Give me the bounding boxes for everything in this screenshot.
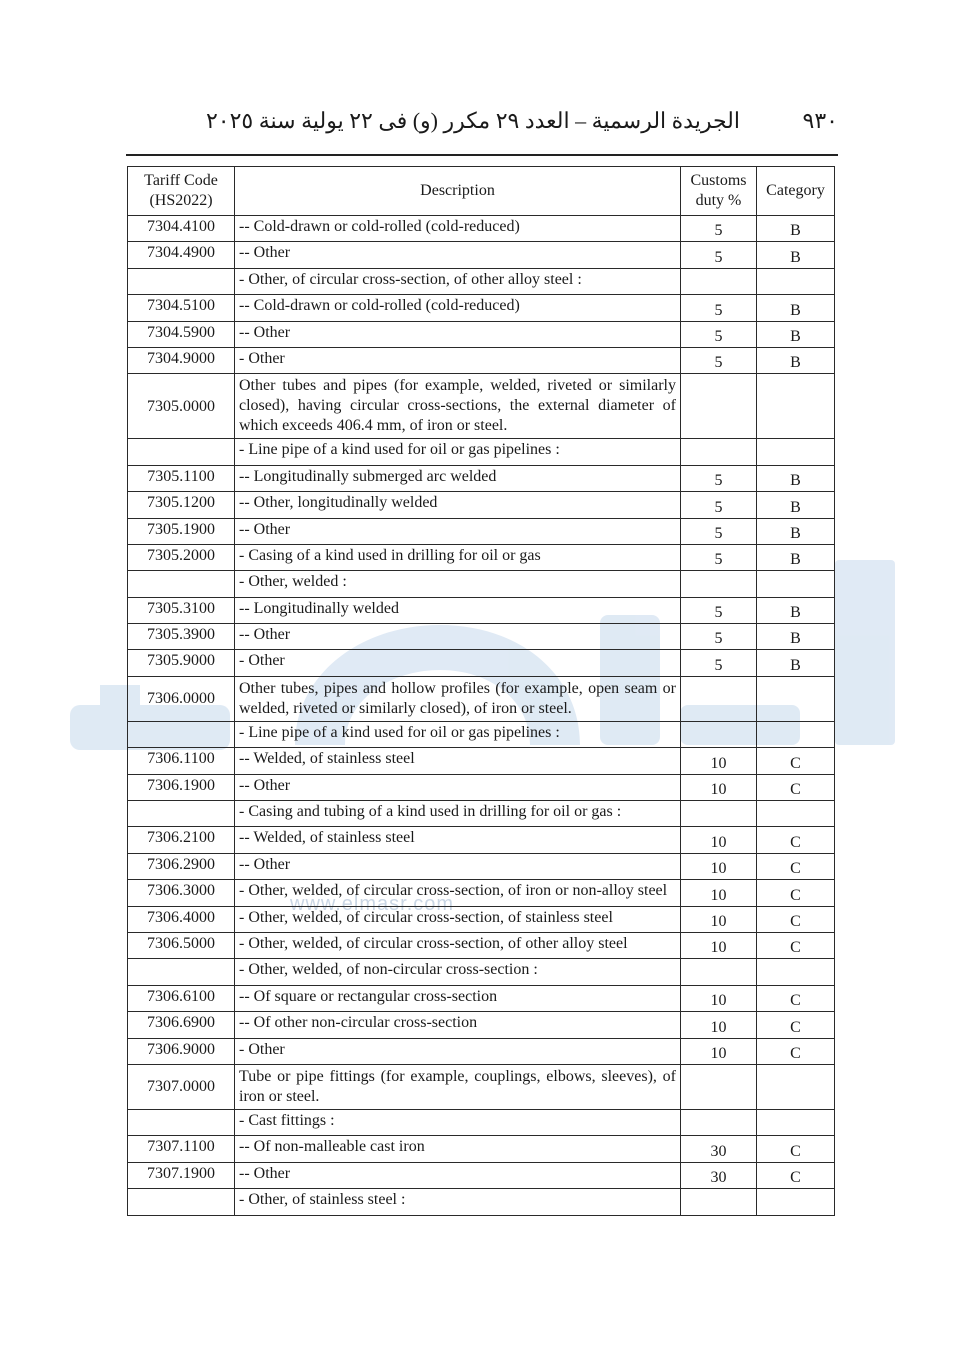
table-row	[128, 1109, 835, 1135]
customs-duty-cell: 10	[681, 1012, 757, 1038]
table-row	[128, 827, 835, 853]
customs-duty-cell: 10	[681, 1038, 757, 1064]
table-row	[128, 439, 835, 465]
description-cell: Other tubes, pipes and hollow profiles (for example, open seam or welded, riveted or similarly closed), of iron or steel.	[235, 676, 681, 721]
customs-duty-cell: 5	[681, 650, 757, 676]
description-cell: -- Other	[235, 242, 681, 268]
customs-duty-cell: 10	[681, 932, 757, 958]
customs-duty-cell: 5	[681, 624, 757, 650]
table-row	[128, 932, 835, 958]
tariff-code-cell	[128, 959, 235, 985]
description-cell: -- Longitudinally welded	[235, 597, 681, 623]
customs-duty-cell	[681, 571, 757, 597]
customs-duty-cell	[681, 374, 757, 439]
page-header	[128, 104, 838, 140]
tariff-code-cell: 7304.5100	[128, 295, 235, 321]
customs-duty-cell: 10	[681, 853, 757, 879]
description-cell: - Other	[235, 1038, 681, 1064]
description-cell: -- Other	[235, 774, 681, 800]
tariff-code-cell: 7304.5900	[128, 321, 235, 347]
table-row	[128, 295, 835, 321]
customs-duty-cell: 5	[681, 465, 757, 491]
tariff-code-cell: 7306.9000	[128, 1038, 235, 1064]
description-cell: -- Of square or rectangular cross-section	[235, 985, 681, 1011]
category-cell	[757, 1064, 835, 1109]
customs-duty-cell	[681, 801, 757, 827]
description-cell: -- Welded, of stainless steel	[235, 748, 681, 774]
table-row	[128, 492, 835, 518]
category-cell: C	[757, 932, 835, 958]
table-row	[128, 853, 835, 879]
customs-duty-cell: 5	[681, 544, 757, 570]
customs-duty-cell	[681, 1064, 757, 1109]
watermark-url: www.elmasr.com	[290, 893, 455, 915]
customs-duty-cell	[681, 268, 757, 294]
table-row	[128, 774, 835, 800]
description-cell: -- Welded, of stainless steel	[235, 827, 681, 853]
category-cell: C	[757, 853, 835, 879]
category-cell: B	[757, 321, 835, 347]
category-cell	[757, 1109, 835, 1135]
category-cell: B	[757, 465, 835, 491]
customs-duty-cell: 30	[681, 1136, 757, 1162]
description-cell: - Line pipe of a kind used for oil or gas pipelines :	[235, 721, 681, 747]
description-cell: -- Cold-drawn or cold-rolled (cold-reduced)	[235, 295, 681, 321]
tariff-code-cell: 7305.3100	[128, 597, 235, 623]
tariff-code-cell: 7305.0000	[128, 374, 235, 439]
category-cell: B	[757, 544, 835, 570]
tariff-code-cell: 7306.6100	[128, 985, 235, 1011]
category-cell	[757, 801, 835, 827]
table-row	[128, 465, 835, 491]
tariff-code-cell: 7306.1100	[128, 748, 235, 774]
category-cell: B	[757, 295, 835, 321]
table-row	[128, 624, 835, 650]
tariff-code-cell: 7305.1100	[128, 465, 235, 491]
description-cell: -- Of other non-circular cross-section	[235, 1012, 681, 1038]
table-row	[128, 1136, 835, 1162]
tariff-code-cell	[128, 268, 235, 294]
column-header-category: Category	[757, 167, 835, 216]
description-cell: -- Other	[235, 518, 681, 544]
column-header-duty: Customs duty %	[681, 167, 757, 216]
category-cell	[757, 721, 835, 747]
tariff-code-cell: 7305.3900	[128, 624, 235, 650]
customs-duty-cell: 5	[681, 518, 757, 544]
tariff-code-cell	[128, 1109, 235, 1135]
header-rule	[126, 154, 838, 156]
description-cell: - Other, welded, of non-circular cross-section :	[235, 959, 681, 985]
category-cell	[757, 268, 835, 294]
customs-duty-cell: 10	[681, 774, 757, 800]
tariff-code-cell: 7306.1900	[128, 774, 235, 800]
category-cell	[757, 374, 835, 439]
customs-duty-cell: 10	[681, 827, 757, 853]
customs-duty-cell	[681, 721, 757, 747]
description-cell: Other tubes and pipes (for example, welded, riveted or similarly closed), having circular cross-sections, the external diameter of which exceeds 406.4 mm, of iron or steel.	[235, 374, 681, 439]
category-cell: B	[757, 216, 835, 242]
customs-duty-cell: 10	[681, 880, 757, 906]
tariff-code-cell: 7305.1200	[128, 492, 235, 518]
tariff-code-cell: 7305.2000	[128, 544, 235, 570]
category-cell	[757, 571, 835, 597]
category-cell: C	[757, 1012, 835, 1038]
category-cell: B	[757, 242, 835, 268]
table-row	[128, 801, 835, 827]
table-row	[128, 347, 835, 373]
tariff-code-cell: 7306.2900	[128, 853, 235, 879]
description-cell: - Cast fittings :	[235, 1109, 681, 1135]
description-cell: - Other, welded, of circular cross-section, of stainless steel	[235, 906, 681, 932]
customs-duty-cell: 10	[681, 906, 757, 932]
table-row	[128, 906, 835, 932]
description-cell: - Casing and tubing of a kind used in drilling for oil or gas :	[235, 801, 681, 827]
tariff-code-cell: 7305.9000	[128, 650, 235, 676]
customs-duty-cell: 5	[681, 597, 757, 623]
description-cell: - Other	[235, 347, 681, 373]
table-row	[128, 597, 835, 623]
description-cell: Tube or pipe fittings (for example, couplings, elbows, sleeves), of iron or steel.	[235, 1064, 681, 1109]
tariff-table-body	[128, 216, 835, 1216]
description-cell: - Other, welded :	[235, 571, 681, 597]
category-cell: C	[757, 985, 835, 1011]
table-row	[128, 748, 835, 774]
gazette-title: الجريدة الرسمية – العدد ٢٩ مكرر (و) فى ٢٢ يولية سنة ٢٠٢٥	[205, 108, 740, 133]
description-cell: - Casing of a kind used in drilling for oil or gas	[235, 544, 681, 570]
description-cell: - Other, welded, of circular cross-section, of iron or non-alloy steel	[235, 880, 681, 906]
description-cell: - Other, welded, of circular cross-section, of other alloy steel	[235, 932, 681, 958]
tariff-code-cell: 7306.3000	[128, 880, 235, 906]
tariff-code-cell	[128, 801, 235, 827]
category-cell: C	[757, 1038, 835, 1064]
description-cell: -- Other	[235, 321, 681, 347]
tariff-code-cell: 7304.9000	[128, 347, 235, 373]
column-header-code: Tariff Code (HS2022)	[128, 167, 235, 216]
category-cell	[757, 1189, 835, 1215]
customs-duty-cell	[681, 439, 757, 465]
customs-duty-cell	[681, 959, 757, 985]
category-cell: B	[757, 347, 835, 373]
tariff-code-cell: 7305.1900	[128, 518, 235, 544]
customs-duty-cell: 30	[681, 1162, 757, 1188]
category-cell: C	[757, 1162, 835, 1188]
table-row	[128, 544, 835, 570]
description-cell: -- Other, longitudinally welded	[235, 492, 681, 518]
category-cell: C	[757, 827, 835, 853]
description-cell: -- Other	[235, 853, 681, 879]
tariff-code-cell: 7306.0000	[128, 676, 235, 721]
customs-duty-cell: 10	[681, 748, 757, 774]
header-row	[128, 167, 835, 216]
tariff-code-cell: 7307.0000	[128, 1064, 235, 1109]
table-row	[128, 1012, 835, 1038]
customs-duty-cell: 5	[681, 216, 757, 242]
table-row	[128, 321, 835, 347]
tariff-code-cell: 7304.4900	[128, 242, 235, 268]
tariff-code-cell	[128, 439, 235, 465]
customs-duty-cell	[681, 676, 757, 721]
category-cell	[757, 439, 835, 465]
table-row	[128, 959, 835, 985]
category-cell: B	[757, 597, 835, 623]
category-cell: B	[757, 518, 835, 544]
customs-duty-cell: 5	[681, 321, 757, 347]
tariff-code-cell	[128, 571, 235, 597]
tariff-code-cell: 7304.4100	[128, 216, 235, 242]
table-row	[128, 650, 835, 676]
table-row	[128, 880, 835, 906]
category-cell: C	[757, 1136, 835, 1162]
customs-duty-cell	[681, 1189, 757, 1215]
customs-duty-cell: 5	[681, 347, 757, 373]
category-cell: C	[757, 880, 835, 906]
tariff-code-cell: 7306.4000	[128, 906, 235, 932]
customs-duty-cell: 5	[681, 492, 757, 518]
tariff-code-cell: 7307.1100	[128, 1136, 235, 1162]
tariff-table-header	[128, 167, 835, 216]
table-row	[128, 1038, 835, 1064]
tariff-code-cell: 7307.1900	[128, 1162, 235, 1188]
description-cell: - Other, of circular cross-section, of other alloy steel :	[235, 268, 681, 294]
category-cell	[757, 676, 835, 721]
table-row	[128, 518, 835, 544]
table-row	[128, 268, 835, 294]
description-cell: -- Cold-drawn or cold-rolled (cold-reduced)	[235, 216, 681, 242]
table-row	[128, 1064, 835, 1109]
table-row	[128, 374, 835, 439]
description-cell: - Line pipe of a kind used for oil or gas pipelines :	[235, 439, 681, 465]
category-cell: B	[757, 492, 835, 518]
tariff-code-cell: 7306.6900	[128, 1012, 235, 1038]
tariff-code-cell	[128, 1189, 235, 1215]
column-header-description: Description	[235, 167, 681, 216]
category-cell: C	[757, 748, 835, 774]
category-cell	[757, 959, 835, 985]
page-number: ٩٣٠	[802, 108, 838, 133]
category-cell: C	[757, 774, 835, 800]
tariff-code-cell: 7306.5000	[128, 932, 235, 958]
category-cell: C	[757, 906, 835, 932]
table-row	[128, 721, 835, 747]
table-row	[128, 676, 835, 721]
description-cell: -- Of non-malleable cast iron	[235, 1136, 681, 1162]
table-row	[128, 1162, 835, 1188]
customs-duty-cell: 5	[681, 242, 757, 268]
table-row	[128, 216, 835, 242]
tariff-code-cell: 7306.2100	[128, 827, 235, 853]
category-cell: B	[757, 624, 835, 650]
table-row	[128, 985, 835, 1011]
customs-duty-cell	[681, 1109, 757, 1135]
category-cell: B	[757, 650, 835, 676]
table-row	[128, 571, 835, 597]
tariff-code-cell	[128, 721, 235, 747]
customs-duty-cell: 10	[681, 985, 757, 1011]
customs-duty-cell: 5	[681, 295, 757, 321]
description-cell: -- Longitudinally submerged arc welded	[235, 465, 681, 491]
table-row	[128, 1189, 835, 1215]
description-cell: -- Other	[235, 624, 681, 650]
description-cell: - Other, of stainless steel :	[235, 1189, 681, 1215]
table-row	[128, 242, 835, 268]
description-cell: - Other	[235, 650, 681, 676]
description-cell: -- Other	[235, 1162, 681, 1188]
tariff-table	[127, 166, 835, 1216]
